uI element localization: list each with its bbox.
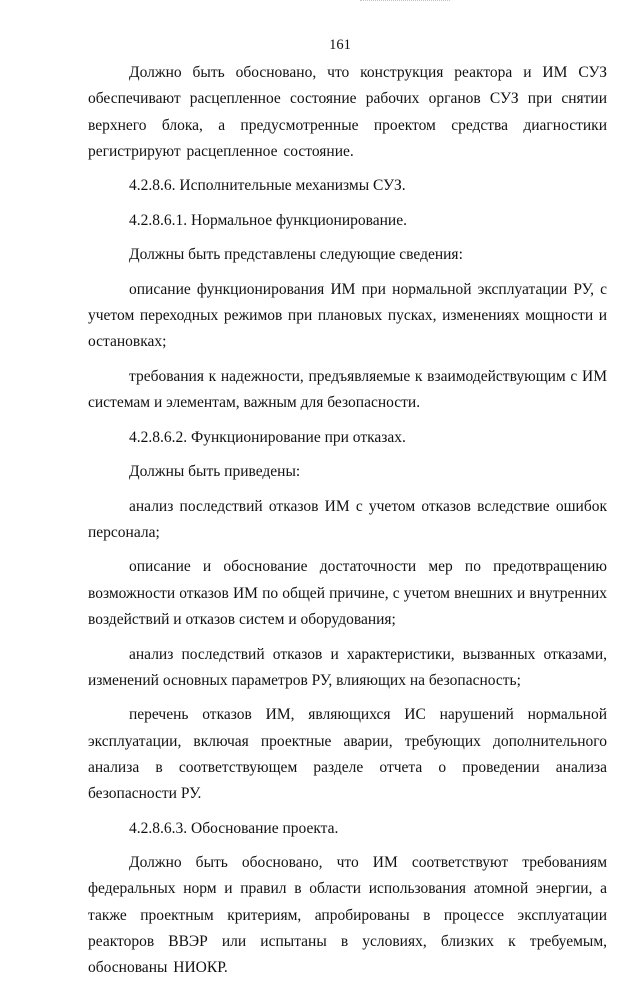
subsection-heading-failures: 4.2.8.6.2. Функционирование при отказах. — [129, 428, 406, 446]
subsection-heading-design-justification: 4.2.8.6.3. Обоснование проекта. — [129, 819, 339, 837]
page-number: 161 — [329, 37, 351, 53]
paragraph-reliability-requirements: требования к надежности, предъявляемые к взаимодействующим с ИМ системам и элементам, важным для безопасности. — [88, 367, 607, 412]
paragraph-common-cause-measures: описание и обоснование достаточности мер по предотвращению возможности отказов ИМ по общей причине, с учетом внешних и внутренних воздействий и отказов систем и оборудования; — [88, 558, 607, 629]
paragraph-parameter-changes: анализ последствий отказов и характеристики, вызванных отказами, изменений основных параметров РУ, влияющих на безопасность; — [88, 645, 607, 689]
paragraph-operation-description: описание функционирования ИМ при нормальной эксплуатации РУ, с учетом переходных режимов при плановых пусках, изменениях мощности и остановках; — [88, 280, 607, 351]
paragraph-failure-list: перечень отказов ИМ, являющихся ИС нарушений нормальной эксплуатации, включая проектные аварии, требующих дополнительного анализа в соответствующем разделе отчета о проведении анализа безопасности РУ. — [88, 706, 607, 803]
paragraph-failure-analysis: анализ последствий отказов ИМ с учетом отказов вследствие ошибок персонала; — [88, 497, 607, 541]
paragraph-decoupling-justification: Должно быть обосновано, что конструкция реактора и ИМ СУЗ обеспечивают расцепленное состояние рабочих органов СУЗ при снятии верхнего блока, а предусмотренные проектом средства диагностики регистрируют расцепленное состояние. — [88, 64, 607, 160]
scan-edge-mark — [360, 0, 450, 4]
paragraph-must-be-given: Должны быть приведены: — [129, 463, 301, 481]
paragraph-compliance-justification: Должно быть обосновано, что ИМ соответствуют требованиям федеральных норм и правил в области использования атомной энергии, а также проектным критериям, апробированы в процессе эксплуатации реакторов ВВЭР или испытаны в условиях, близких к требуемым, обоснованы НИОКР. — [88, 854, 607, 977]
document-body — [88, 60, 607, 990]
section-heading-actuators: 4.2.8.6. Исполнительные механизмы СУЗ. — [129, 177, 406, 195]
paragraph-info-required: Должны быть представлены следующие сведения: — [129, 246, 463, 264]
subsection-heading-normal-operation: 4.2.8.6.1. Нормальное функционирование. — [129, 211, 407, 229]
